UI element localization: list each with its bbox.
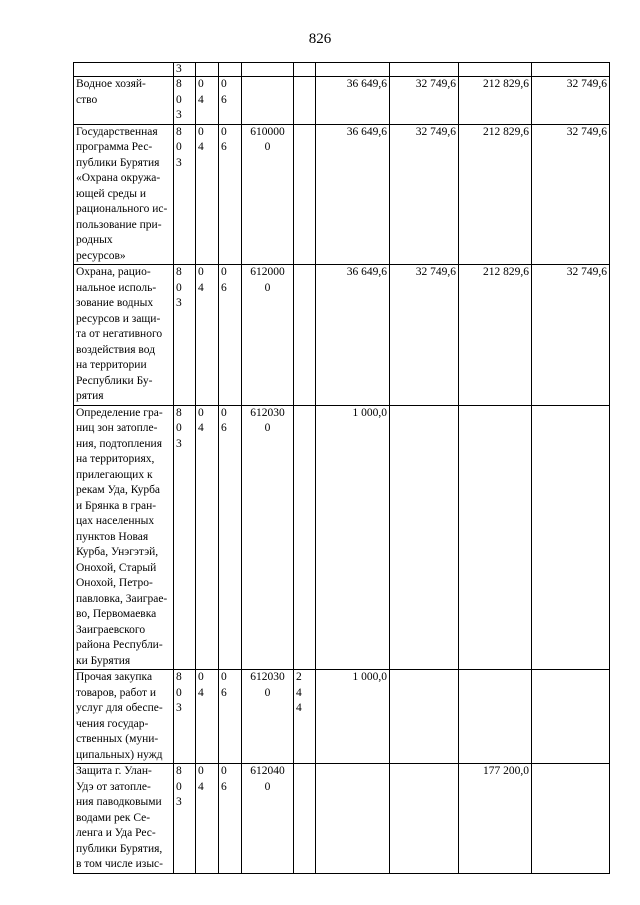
item-name: Государственная программа Рес- публики Бурятия «Охрана окружа- ющей среды и рационального ис- пользование при- родных ресурсов» — [74, 124, 174, 265]
amount-4 — [532, 670, 610, 764]
expense-type-code — [294, 405, 316, 670]
subsection-code: 0 6 — [219, 124, 242, 265]
amount-3 — [459, 670, 532, 764]
section-code: 0 4 — [196, 124, 219, 265]
table-row — [74, 265, 610, 406]
target-article-code — [242, 77, 294, 125]
subsection-code: 0 6 — [219, 670, 242, 764]
table-row — [74, 124, 610, 265]
subsection-code: 0 6 — [219, 77, 242, 125]
carry-over-row — [74, 63, 610, 77]
amount-3: 177 200,0 — [459, 764, 532, 874]
amount-3: 212 829,6 — [459, 124, 532, 265]
amount-2: 32 749,6 — [390, 265, 459, 406]
item-name: Определение гра- ниц зон затопле- ния, подтопления на территориях, прилегающих к рекам Уда, Курба и Брянка в гран- цах населенных пунктов Новая Курба, Унэгэтэй, Онохой, Старый Онохой, Петро- павловка, Заиграе- во, Первомаевка Заиграевского района Республи- ки Бурятия — [74, 405, 174, 670]
amount-2: 32 749,6 — [390, 124, 459, 265]
amount-1: 1 000,0 — [316, 405, 390, 670]
section-code: 0 4 — [196, 405, 219, 670]
item-name: Прочая закупка товаров, работ и услуг для обеспе- чения государ- ственных (муни- ципальных) нужд — [74, 670, 174, 764]
target-article-code: 612000 0 — [242, 265, 294, 406]
item-name: Защита г. Улан- Удэ от затопле- ния паводковыми водами рек Се- ленга и Уда Рес- публики Бурятия, в том числе изыс- — [74, 764, 174, 874]
amount-1: 1 000,0 — [316, 670, 390, 764]
ved-code: 8 0 3 — [174, 124, 196, 265]
amount-4 — [532, 405, 610, 670]
amount-3 — [459, 405, 532, 670]
amount-2 — [390, 405, 459, 670]
target-article-code: 612030 0 — [242, 670, 294, 764]
section-code: 0 4 — [196, 265, 219, 406]
amount-4: 32 749,6 — [532, 265, 610, 406]
expense-type-code: 2 4 4 — [294, 670, 316, 764]
ved-code: 8 0 3 — [174, 77, 196, 125]
target-article-code: 612030 0 — [242, 405, 294, 670]
amount-1: 36 649,6 — [316, 77, 390, 125]
budget-table — [73, 62, 610, 874]
amount-4: 32 749,6 — [532, 124, 610, 265]
amount-1: 36 649,6 — [316, 124, 390, 265]
item-name: Охрана, рацио- нальное исполь- зование водных ресурсов и защи- та от негативного воздействия вод на территории Республики Бу- рятия — [74, 265, 174, 406]
expense-type-code — [294, 764, 316, 874]
expense-type-code — [294, 77, 316, 125]
amount-1: 36 649,6 — [316, 265, 390, 406]
amount-2 — [390, 670, 459, 764]
amount-3: 212 829,6 — [459, 77, 532, 125]
section-code: 0 4 — [196, 764, 219, 874]
table-row — [74, 405, 610, 670]
ved-code: 3 — [174, 63, 196, 77]
ved-code: 8 0 3 — [174, 405, 196, 670]
ved-code: 8 0 3 — [174, 265, 196, 406]
amount-4: 32 749,6 — [532, 77, 610, 125]
table-row — [74, 670, 610, 764]
expense-type-code — [294, 124, 316, 265]
ved-code: 8 0 3 — [174, 670, 196, 764]
target-article-code: 610000 0 — [242, 124, 294, 265]
amount-4 — [532, 764, 610, 874]
ved-code: 8 0 3 — [174, 764, 196, 874]
amount-2: 32 749,6 — [390, 77, 459, 125]
amount-1 — [316, 764, 390, 874]
subsection-code: 0 6 — [219, 405, 242, 670]
amount-3: 212 829,6 — [459, 265, 532, 406]
subsection-code: 0 6 — [219, 764, 242, 874]
table-row — [74, 764, 610, 874]
table-row — [74, 77, 610, 125]
amount-2 — [390, 764, 459, 874]
section-code: 0 4 — [196, 77, 219, 125]
expense-type-code — [294, 265, 316, 406]
item-name: Водное хозяй- ство — [74, 77, 174, 125]
target-article-code: 612040 0 — [242, 764, 294, 874]
page-number: 826 — [308, 31, 332, 47]
subsection-code: 0 6 — [219, 265, 242, 406]
section-code: 0 4 — [196, 670, 219, 764]
